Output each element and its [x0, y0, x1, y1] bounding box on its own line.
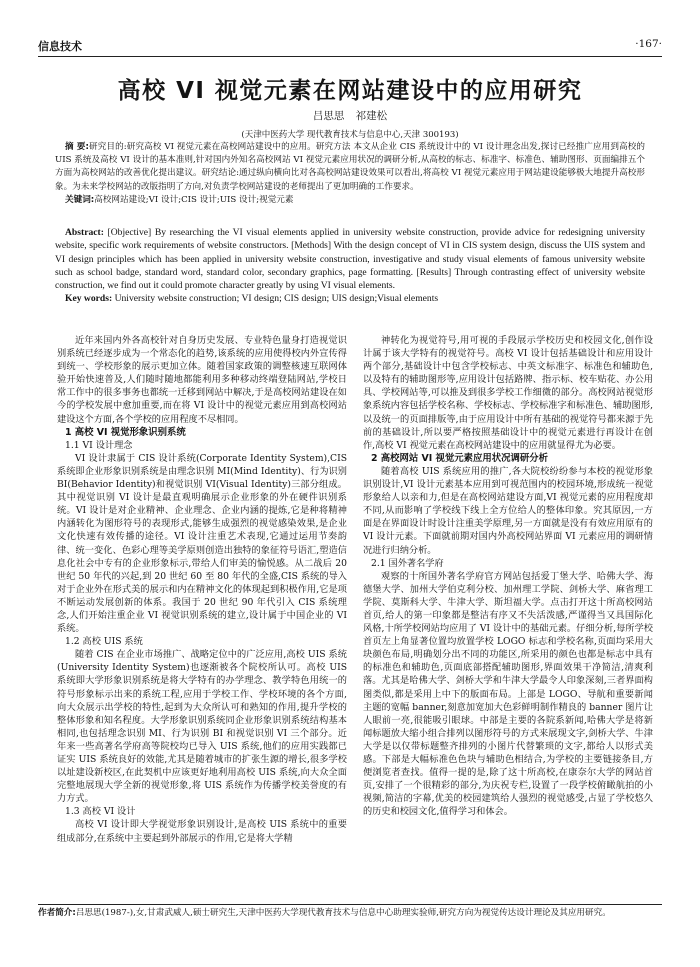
left-column: [57, 334, 347, 845]
author-footnote: [38, 907, 662, 920]
keywords-label: 关键词:: [65, 194, 95, 205]
article-body: [57, 334, 657, 899]
footnote-divider: [38, 904, 662, 905]
body-paragraph: 随着高校 UIS 系统应用的推广,各大院校纷纷参与本校的视觉形象识别设计,VI 设计元素基本应用到可视范围内的校园环境,形成统一视觉形象给人以亲和力,但是在高校网站建设方面,VI 视觉元素的应用程度却不同,从而影响了学校线下线上全方位给人的整体印象。究其原因,一方面是在界面设计时设计注重美学原理,另一方面就是没有有效应用原有的 VI 设计元素。下面就前期对国内外高校网站界面 VI 元素应用的调研情况进行归纳分析。: [363, 465, 653, 556]
author-list: [38, 108, 662, 123]
header-divider: [38, 56, 662, 57]
english-abstract: [55, 226, 645, 306]
body-paragraph: 近年来国内外各高校针对自身历史发展、专业特色量身打造视觉识别系统已经逐步成为一个常态化的趋势,该系统的应用使得校内外宣传得到统一、学校形象的展示更加立体。随着国家政策的调整核速互联网体验开始快速普及,人们随时随地都能利用多种移动终端登陆网站,学校日常工作中的很多事务也都统一迁移到网站中解决,于是高校网站建设在如今的学校发展中愈加重要,而在将 VI 设计中的视觉元素应用到高校网站建设这个方面,各个学校的应用程度不尽相同。: [57, 335, 347, 425]
article-title: 高校 VI 视觉元素在网站建设中的应用研究: [117, 78, 583, 104]
abstract-paragraph: [55, 226, 645, 292]
subsection-heading: 1.2 高校 UIS 系统: [65, 636, 143, 648]
author-affiliation: (天津中医药大学 现代教育技术与信息中心,天津 300193): [241, 130, 459, 140]
author-name: 祁建松: [355, 110, 388, 122]
footnote-label: 作者简介:: [38, 908, 76, 918]
abstract-text: [Objective] By researching the VI visual elements applied in university website construction, provide advice for redesigning university website, specific work requirements of website constructors. [Methods] With the design concept of VI in CIS system design, discuss the UIS system and VI design principles which has been applied in university website construction, investigative and study visual elements of famous university website such as school badge, standard word, standard color, secondary graphics, page formatting. [Results] Through contrasting effect of university website construction, we find out it could promote character greatly by using VI visual elements.: [55, 227, 645, 292]
running-header: [38, 38, 662, 54]
chinese-abstract: [55, 141, 645, 207]
abstract-label: Abstract:: [65, 227, 104, 238]
body-paragraph: VI 设计隶属于 CIS 设计系统(Corporate Identity System),CIS 系统即企业形象识别系统是由理念识别 MI(Mind Identity)、行为识别 BI(Behavior Identity)和视觉识别 VI(Visual Identity)三部分组成。其中视觉识别 VI 设计是最直观明确展示企业形象的外在硬件识别系统。VI 设计是对企业精神、企业理念、企业内涵的提炼,它是种将精神内涵转化为图形符号的表现形式,能够生成强烈的视觉感染效果,是企业文化快速有效传播的途径。VI 设计注重艺术表现,它通过运用节奏韵律、统一变化、色彩心理等美学原则创造出独特的象征符号语汇,塑造信息化社会中专有的企业形象标示,带给人们审美的愉悦感。从二战后 20 世纪 50 年代的兴起,到 20 世纪 60 至 80 年代的全盛,CIS 系统的导入对于企业外在形式美的展示和内在精神文化的体现起到积极作用,它是项不断运动发展创新的体系。我国于 20 世纪 90 年代引入 CIS 系统理念,人们开始注重企业 VI 视觉识别系统的建立,设计属于中国企业的 VI 系统。: [57, 452, 347, 635]
section-heading: 1 高校 VI 视觉形象识别系统: [65, 426, 186, 438]
keywords-label: Key words:: [65, 293, 113, 305]
abstract-label: 摘 要:: [65, 142, 89, 152]
body-paragraph: 观察的十所国外著名学府官方网站包括爱丁堡大学、哈佛大学、海德堡大学、加州大学伯克利分校、加州理工学院、剑桥大学、麻省理工学院、莫斯科大学、牛津大学、斯坦福大学。点击打开这十所高校网站首页,给人的第一印象都是整洁有序又不失活泼感,严谨得当又具国际化风格,十所学校网站均应用了 VI 设计中的基础元素。仔细分析,每所学校首页左上角显著位置均放置学校 LOGO 标志和学校名称,页面均采用大块颜色布局,明确划分出不同的功能区,所采用的颜色也都是标志中具有的标准色和辅助色,页面底部搭配辅助图形,界面效果干净简洁,清爽利落。尤其是哈佛大学、剑桥大学和牛津大学最令人印象深刻,三者界面构图类似,都是采用上中下的版面布局。上部是 LOGO、导航和重要新闻主题的宽幅 banner,刻意加宽加大色彩鲜明制作精良的 banner 图片让人眼前一亮,很能吸引眼球。中部是主要的各院系新闻,哈佛大学是将新闻标题放大缩小组合排列以图形符号的方式来展现文字,剑桥大学、牛津大学是以仅带标题整齐排列的小图片代替繁琐的文字,都给人以形式美感。下部是大幅标准色色块与辅助色相结合,为学校的主要链接条目,方便浏览者查找。值得一提的是,除了这十所高校,在康奈尔大学的网站首页,安排了一个很精彩的部分,为庆祝专栏,设置了一段学校俯瞰航拍的小视频,简洁的字幕,优美的校园建筑给人强烈的视觉感受,占显了学校悠久的历史和校园文化,值得学习和体会。: [363, 570, 653, 818]
body-paragraph: 高校 VI 设计即大学视觉形象识别设计,是高校 UIS 系统中的重要组成部分,在系统中主要起到外部展示的作用,它是将大学精: [57, 819, 347, 844]
section-heading: 2 高校网站 VI 视觉元素应用状况调研分析: [371, 452, 549, 464]
right-column: [363, 334, 653, 818]
abstract-paragraph: [55, 141, 645, 194]
subsection-heading: 1.1 VI 设计理念: [65, 439, 133, 451]
subsection-heading: 2.1 国外著名学府: [371, 557, 444, 569]
author-name: 吕思思: [312, 110, 345, 122]
keywords-paragraph: [55, 194, 645, 207]
body-paragraph: 随着 CIS 在企业市场推广、战略定位中的广泛应用,高校 UIS 系统(University Identity System)也逐渐被各个院校所认可。高校 UIS 系统即大学形象识别系统是将大学特有的办学理念、教学特色用统一的符号形象标示出来的系统工程,应用于学校工作、学校环境的各个方面,向大众展示出学校的特性,起到为大众所认可和熟知的作用,提升学校的整体形象和知名程度。大学形象识别系统同企业形象识别系统结构基本相同,也包括理念识别 MI、行为识别 BI 和视觉识别 VI 三个部分。近年来一些高著名学府高等院校均已导入 UIS 系统,他们的应用实践都已证实 UIS 系统良好的效能,尤其是随着城市的扩张生源的增长,很多学校以址建设新校区,在此契机中应该更好地利用高校 UIS 系统,向大众全面完整地展现大学全新的视觉形象,将 UIS 系统作为传播学校美誉度的有力方式。: [57, 649, 347, 805]
abstract-text: 研究目的:研究高校 VI 视觉元素在高校网站建设中的应用。研究方法 本文从企业 CIS 系统设计中的 VI 设计理念出发,探讨已经推广应用到高校的 UIS 系统及高校 VI 设计的基本准则,针对国内外知名高校网站 VI 视觉元素应用状况的调研分析,从高校的标志、标准字、标准色、辅助图形、页面编排五个方面为高校网站的改善优化提出建议。研究结论:通过纵向横向比对各高校网站建设效果可以看出,将高校 VI 视觉元素应用于网站建设能够极大地提升高校形象。为未来学校网站的改版指明了方向,对负责学校网站建设的老师提出了更加明确的工作要求。: [55, 142, 646, 192]
keywords-text: 高校网站建设;VI 设计;CIS 设计;UIS 设计;视觉元素: [94, 194, 294, 205]
body-paragraph: 神转化为视觉符号,用可视的手段展示学校历史和校园文化,创作设计属于该大学特有的视觉符号。高校 VI 设计包括基础设计和应用设计两个部分,基础设计中包含学校标志、中英文标准字、标准色和辅助色,以及特有的辅助图形等,应用设计包括路牌、指示标、校车贴花、办公用具、学校网站等,可以推及到很多学校工作细微的部分。高校网站视觉形象系统内容包括学校名称、学校标志、学校标准字和标准色、辅助图形,以及统一的页面排版等,由于应用设计中所有基础的视觉符号都来源于先前的基础设计,所以要严格按照基础设计中的视觉元素进行再设计在创作,高校 VI 视觉元素在高校网站建设中的应用就显得尤为必要。: [363, 335, 653, 451]
subsection-heading: 1.3 高校 VI 设计: [65, 806, 136, 818]
keywords-text: University website construction; VI design; CIS design; UIS design;Visual elements: [114, 293, 439, 305]
keywords-paragraph: [55, 292, 645, 305]
footnote-text: 吕思思(1987-),女,甘肃武威人,硕士研究生,天津中医药大学现代教育技术与信息中心助理实验师,研究方向为视觉传达设计理论及其应用研究。: [75, 908, 611, 918]
page-number: ·167·: [635, 38, 662, 50]
journal-name: 信息技术: [38, 40, 82, 53]
